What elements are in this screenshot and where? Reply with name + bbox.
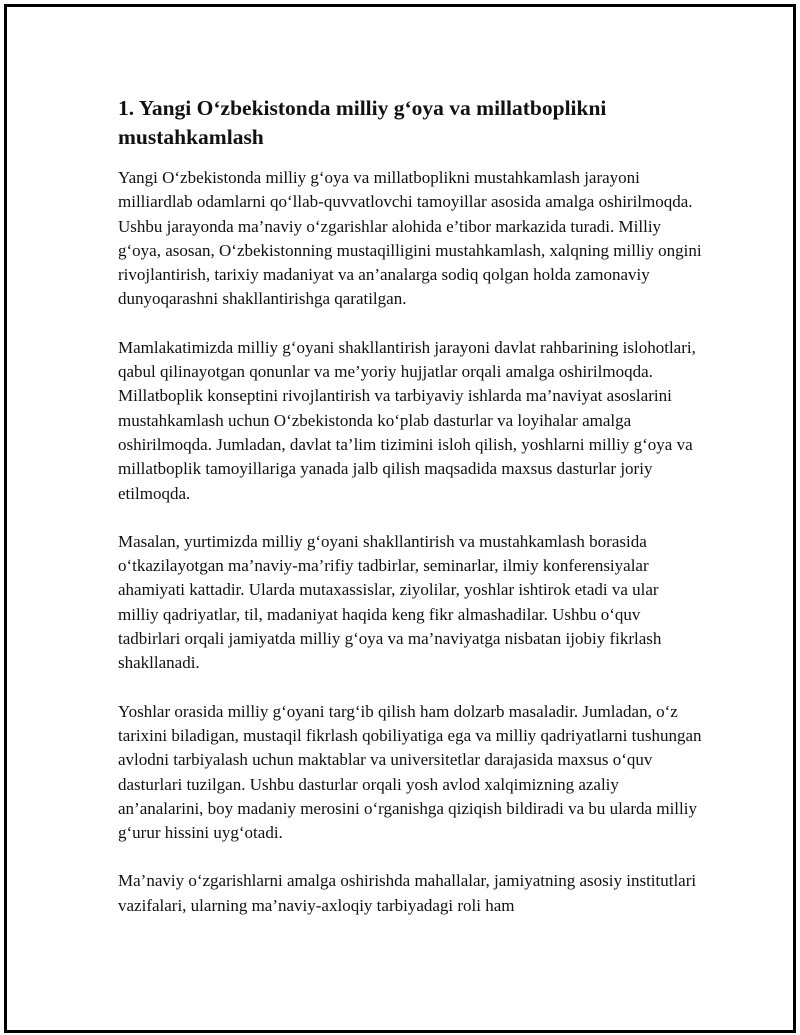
document-body [118,94,703,942]
section-heading: 1. Yangi O‘zbekistonda milliy g‘oya va millatboplikni mustahkamlash [118,96,607,149]
paragraph-1: Yangi O‘zbekistonda milliy g‘oya va millatboplikni mustahkamlash jarayoni milliardlab odamlarni qo‘llab-quvvatlovchi tamoyillar asosida amalga oshirilmoqda. Ushbu jarayonda ma’naviy o‘zgarishlar alohida e’tibor markazida turadi. Milliy g‘oya, asosan, O‘zbekistonning mustaqilligini mustahkamlash, xalqning milliy ongini rivojlantirish, tarixiy madaniyat va an’analarga sodiq qolgan holda zamonaviy dunyoqarashni shakllantirishga qaratilgan. [118,168,702,309]
paragraph-4: Yoshlar orasida milliy g‘oyani targ‘ib qilish ham dolzarb masaladir. Jumladan, o‘z tarixini biladigan, mustaqil fikrlash qobiliyatiga ega va milliy qadriyatlarni tushungan avlodni tarbiyalash uchun maktablar va universitetlar darajasida maxsus o‘quv dasturlari tuzilgan. Ushbu dasturlar orqali yosh avlod xalqimizning azaliy an’analarini, boy madaniy merosini o‘rganishga qiziqish bildiradi va bu ularda milliy g‘urur hissini uyg‘otadi. [118,701,702,843]
paragraph-5: Ma’naviy o‘zgarishlarni amalga oshirishda mahallalar, jamiyatning asosiy institutlari vazifalari, ularning ma’naviy-axloqiy tarbiyadagi roli ham [118,871,697,915]
paragraph-2: Mamlakatimizda milliy g‘oyani shakllantirish jarayoni davlat rahbarining islohotlari, qabul qilinayotgan qonunlar va me’yoriy hujjatlar orqali amalga oshirilmoqda. Millatboplik konseptini rivojlantirish va tarbiyaviy ishlarda ma’naviyat asoslarini mustahkamlash uchun O‘zbekistonda ko‘plab dasturlar va loyihalar amalga oshirilmoqda. Jumladan, davlat ta’lim tizimini isloh qilish, yoshlarni milliy g‘oya va millatboplik tamoyillariga yanada jalb qilish maqsadida maxsus dasturlar joriy etilmoqda. [118,337,696,503]
paragraph-3: Masalan, yurtimizda milliy g‘oyani shakllantirish va mustahkamlash borasida o‘tkazilayotgan ma’naviy-ma’rifiy tadbirlar, seminarlar, ilmiy konferensiyalar ahamiyati kattadir. Ularda mutaxassislar, ziyolilar, yoshlar ishtirok etadi va ular milliy qadriyatlar, til, madaniyat haqida keng fikr almashadilar. Ushbu o‘quv tadbirlari orqali jamiyatda milliy g‘oya va ma’naviyatga nisbatan ijobiy fikrlash shakllanadi. [118,531,662,673]
